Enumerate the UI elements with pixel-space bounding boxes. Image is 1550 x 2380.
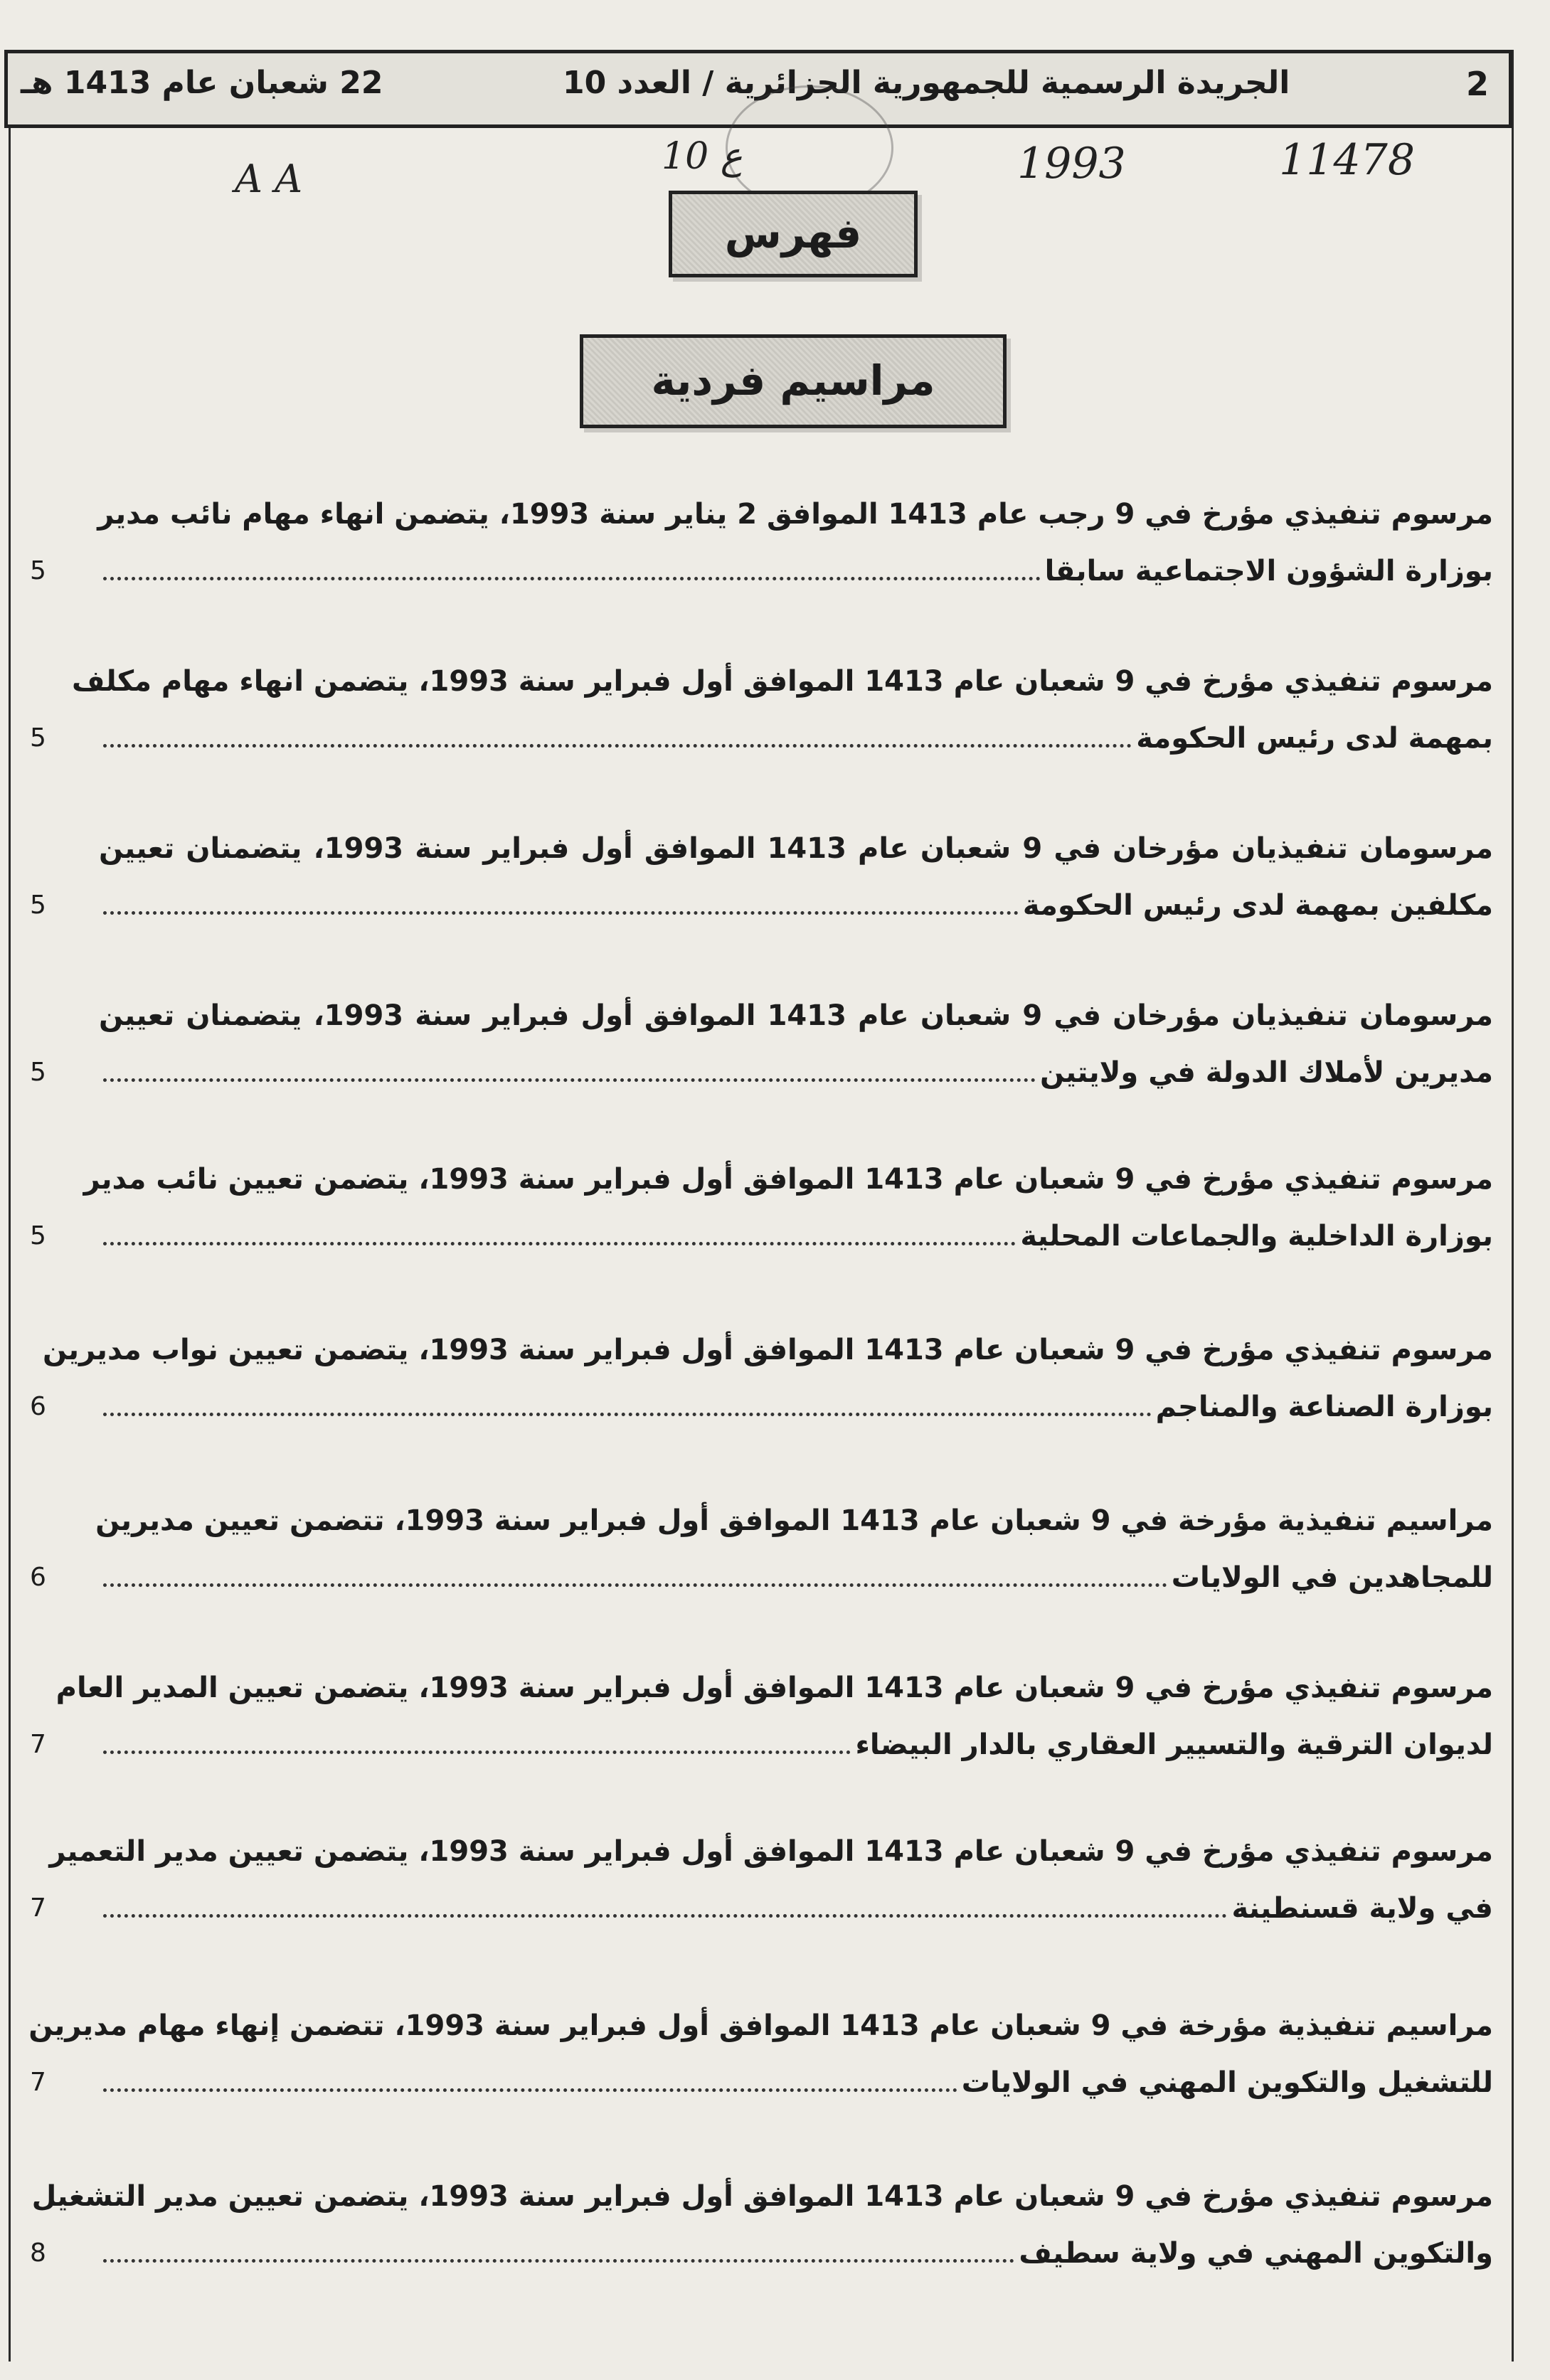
entry-line1: مرسوم تنفيذي مؤرخ في 9 شعبان عام 1413 الموافق أول فبراير سنة 1993، يتضمن تعيين مدير التعمير (49, 1835, 1493, 1868)
entry-page-number: 7 (30, 1893, 46, 1923)
hijri-date: 22 شعبان عام 1413 هـ (21, 65, 383, 101)
entry-line2: بوزارة الشؤون الاجتماعية سابقا (1044, 555, 1493, 588)
entry-line2: بوزارة الصناعة والمناجم (1155, 1391, 1493, 1423)
entry-line2-row (99, 722, 1493, 755)
entry-line1: مرسومان تنفيذيان مؤرخان في 9 شعبان عام 1413 الموافق أول فبراير سنة 1993، يتضمنان تعيين (99, 832, 1494, 865)
index-title: فهرس (669, 191, 918, 277)
entry-page-number: 6 (30, 1563, 46, 1592)
handwritten-code: A A (235, 156, 303, 201)
entry-line2-row (99, 2066, 1493, 2099)
entry-line1: مرسوم تنفيذي مؤرخ في 9 شعبان عام 1413 الموافق أول فبراير سنة 1993، يتضمن انهاء مهام مكلف (71, 665, 1493, 698)
toc-entry[interactable] (0, 1835, 1550, 1977)
entry-page-number: 7 (30, 1730, 46, 1759)
entry-line2-row (99, 1056, 1493, 1089)
entry-line2: بوزارة الداخلية والجماعات المحلية (1020, 1220, 1493, 1253)
handwritten-year: 1993 (1017, 139, 1126, 188)
toc-entry[interactable] (0, 2180, 1550, 2322)
entry-line1: مرسوم تنفيذي مؤرخ في 9 شعبان عام 1413 الموافق أول فبراير سنة 1993، يتضمن تعيين نواب مديرين (43, 1334, 1493, 1366)
toc-entry[interactable] (0, 999, 1550, 1142)
entry-line1: مرسوم تنفيذي مؤرخ في 9 شعبان عام 1413 الموافق أول فبراير سنة 1993، يتضمن تعيين نائب مدير (83, 1163, 1493, 1196)
entry-line1: مرسوم تنفيذي مؤرخ في 9 شعبان عام 1413 الموافق أول فبراير سنة 1993، يتضمن تعيين المدير العام (55, 1672, 1493, 1704)
entry-line2-row (99, 1220, 1493, 1253)
entry-line2: لديوان الترقية والتسيير العقاري بالدار البيضاء (855, 1728, 1493, 1761)
entry-line2-row (99, 1561, 1493, 1594)
entry-page-number: 6 (30, 1392, 46, 1421)
dot-leader (103, 743, 1132, 748)
entry-line1: مرسومان تنفيذيان مؤرخان في 9 شعبان عام 1413 الموافق أول فبراير سنة 1993، يتضمنان تعيين (99, 999, 1494, 1032)
dot-leader (103, 576, 1041, 580)
toc-entry[interactable] (0, 1163, 1550, 1305)
toc-entry[interactable] (0, 832, 1550, 974)
entry-page-number: 8 (30, 2238, 46, 2268)
entry-line2-row (99, 1391, 1493, 1423)
entry-line2: للمجاهدين في الولايات (1171, 1561, 1493, 1594)
entry-line1: مراسيم تنفيذية مؤرخة في 9 شعبان عام 1413 الموافق أول فبراير سنة 1993، تتضمن إنهاء مهام مديرين (28, 2009, 1493, 2042)
entry-line1: مراسيم تنفيذية مؤرخة في 9 شعبان عام 1413 الموافق أول فبراير سنة 1993، تتضمن تعيين مديرين (95, 1504, 1493, 1537)
toc-entry[interactable] (0, 2009, 1550, 2152)
entry-line2-row (99, 2237, 1493, 2270)
entry-line2: للتشغيل والتكوين المهني في الولايات (961, 2066, 1493, 2099)
dot-leader (103, 2088, 957, 2092)
entry-line2-row (99, 889, 1493, 922)
toc-entry[interactable] (0, 665, 1550, 807)
dot-leader (103, 1241, 1016, 1245)
entry-line2-row (99, 1892, 1493, 1925)
dot-leader (103, 1078, 1036, 1082)
entry-line2: في ولاية قسنطينة (1231, 1892, 1493, 1925)
entry-line1: مرسوم تنفيذي مؤرخ في 9 رجب عام 1413 الموافق 2 يناير سنة 1993، يتضمن انهاء مهام نائب مدير (97, 498, 1493, 531)
journal-title: الجريدة الرسمية للجمهورية الجزائرية / العدد 10 (563, 65, 1290, 101)
toc-entry[interactable] (0, 498, 1550, 640)
entry-line2: بمهمة لدى رئيس الحكومة (1136, 722, 1493, 755)
page-number: 2 (1465, 65, 1489, 103)
handwritten-issue: ع 10 (662, 135, 743, 178)
dot-leader (103, 1750, 851, 1754)
entry-line2: مديرين لأملاك الدولة في ولايتين (1039, 1056, 1493, 1089)
entry-page-number: 5 (30, 556, 46, 585)
entry-line2: والتكوين المهني في ولاية سطيف (1019, 2237, 1493, 2270)
entry-page-number: 5 (30, 891, 46, 920)
entry-page-number: 5 (30, 1058, 46, 1087)
entry-line2-row (99, 555, 1493, 588)
entry-page-number: 5 (30, 1221, 46, 1250)
section-title: مراسيم فردية (580, 334, 1007, 428)
toc-entry[interactable] (0, 1334, 1550, 1476)
toc-entry[interactable] (0, 1504, 1550, 1647)
entry-line1: مرسوم تنفيذي مؤرخ في 9 شعبان عام 1413 الموافق أول فبراير سنة 1993، يتضمن تعيين مدير التشغيل (31, 2180, 1493, 2213)
entry-page-number: 5 (30, 723, 46, 753)
entry-line2-row (99, 1728, 1493, 1761)
dot-leader (103, 2258, 1014, 2263)
entry-page-number: 7 (30, 2068, 46, 2097)
dot-leader (103, 910, 1019, 915)
dot-leader (103, 1412, 1152, 1416)
dot-leader (103, 1583, 1167, 1587)
handwritten-ref-number: 11478 (1279, 135, 1415, 185)
dot-leader (103, 1913, 1227, 1918)
toc-entry[interactable] (0, 1672, 1550, 1814)
entry-line2: مكلفين بمهمة لدى رئيس الحكومة (1022, 889, 1493, 922)
